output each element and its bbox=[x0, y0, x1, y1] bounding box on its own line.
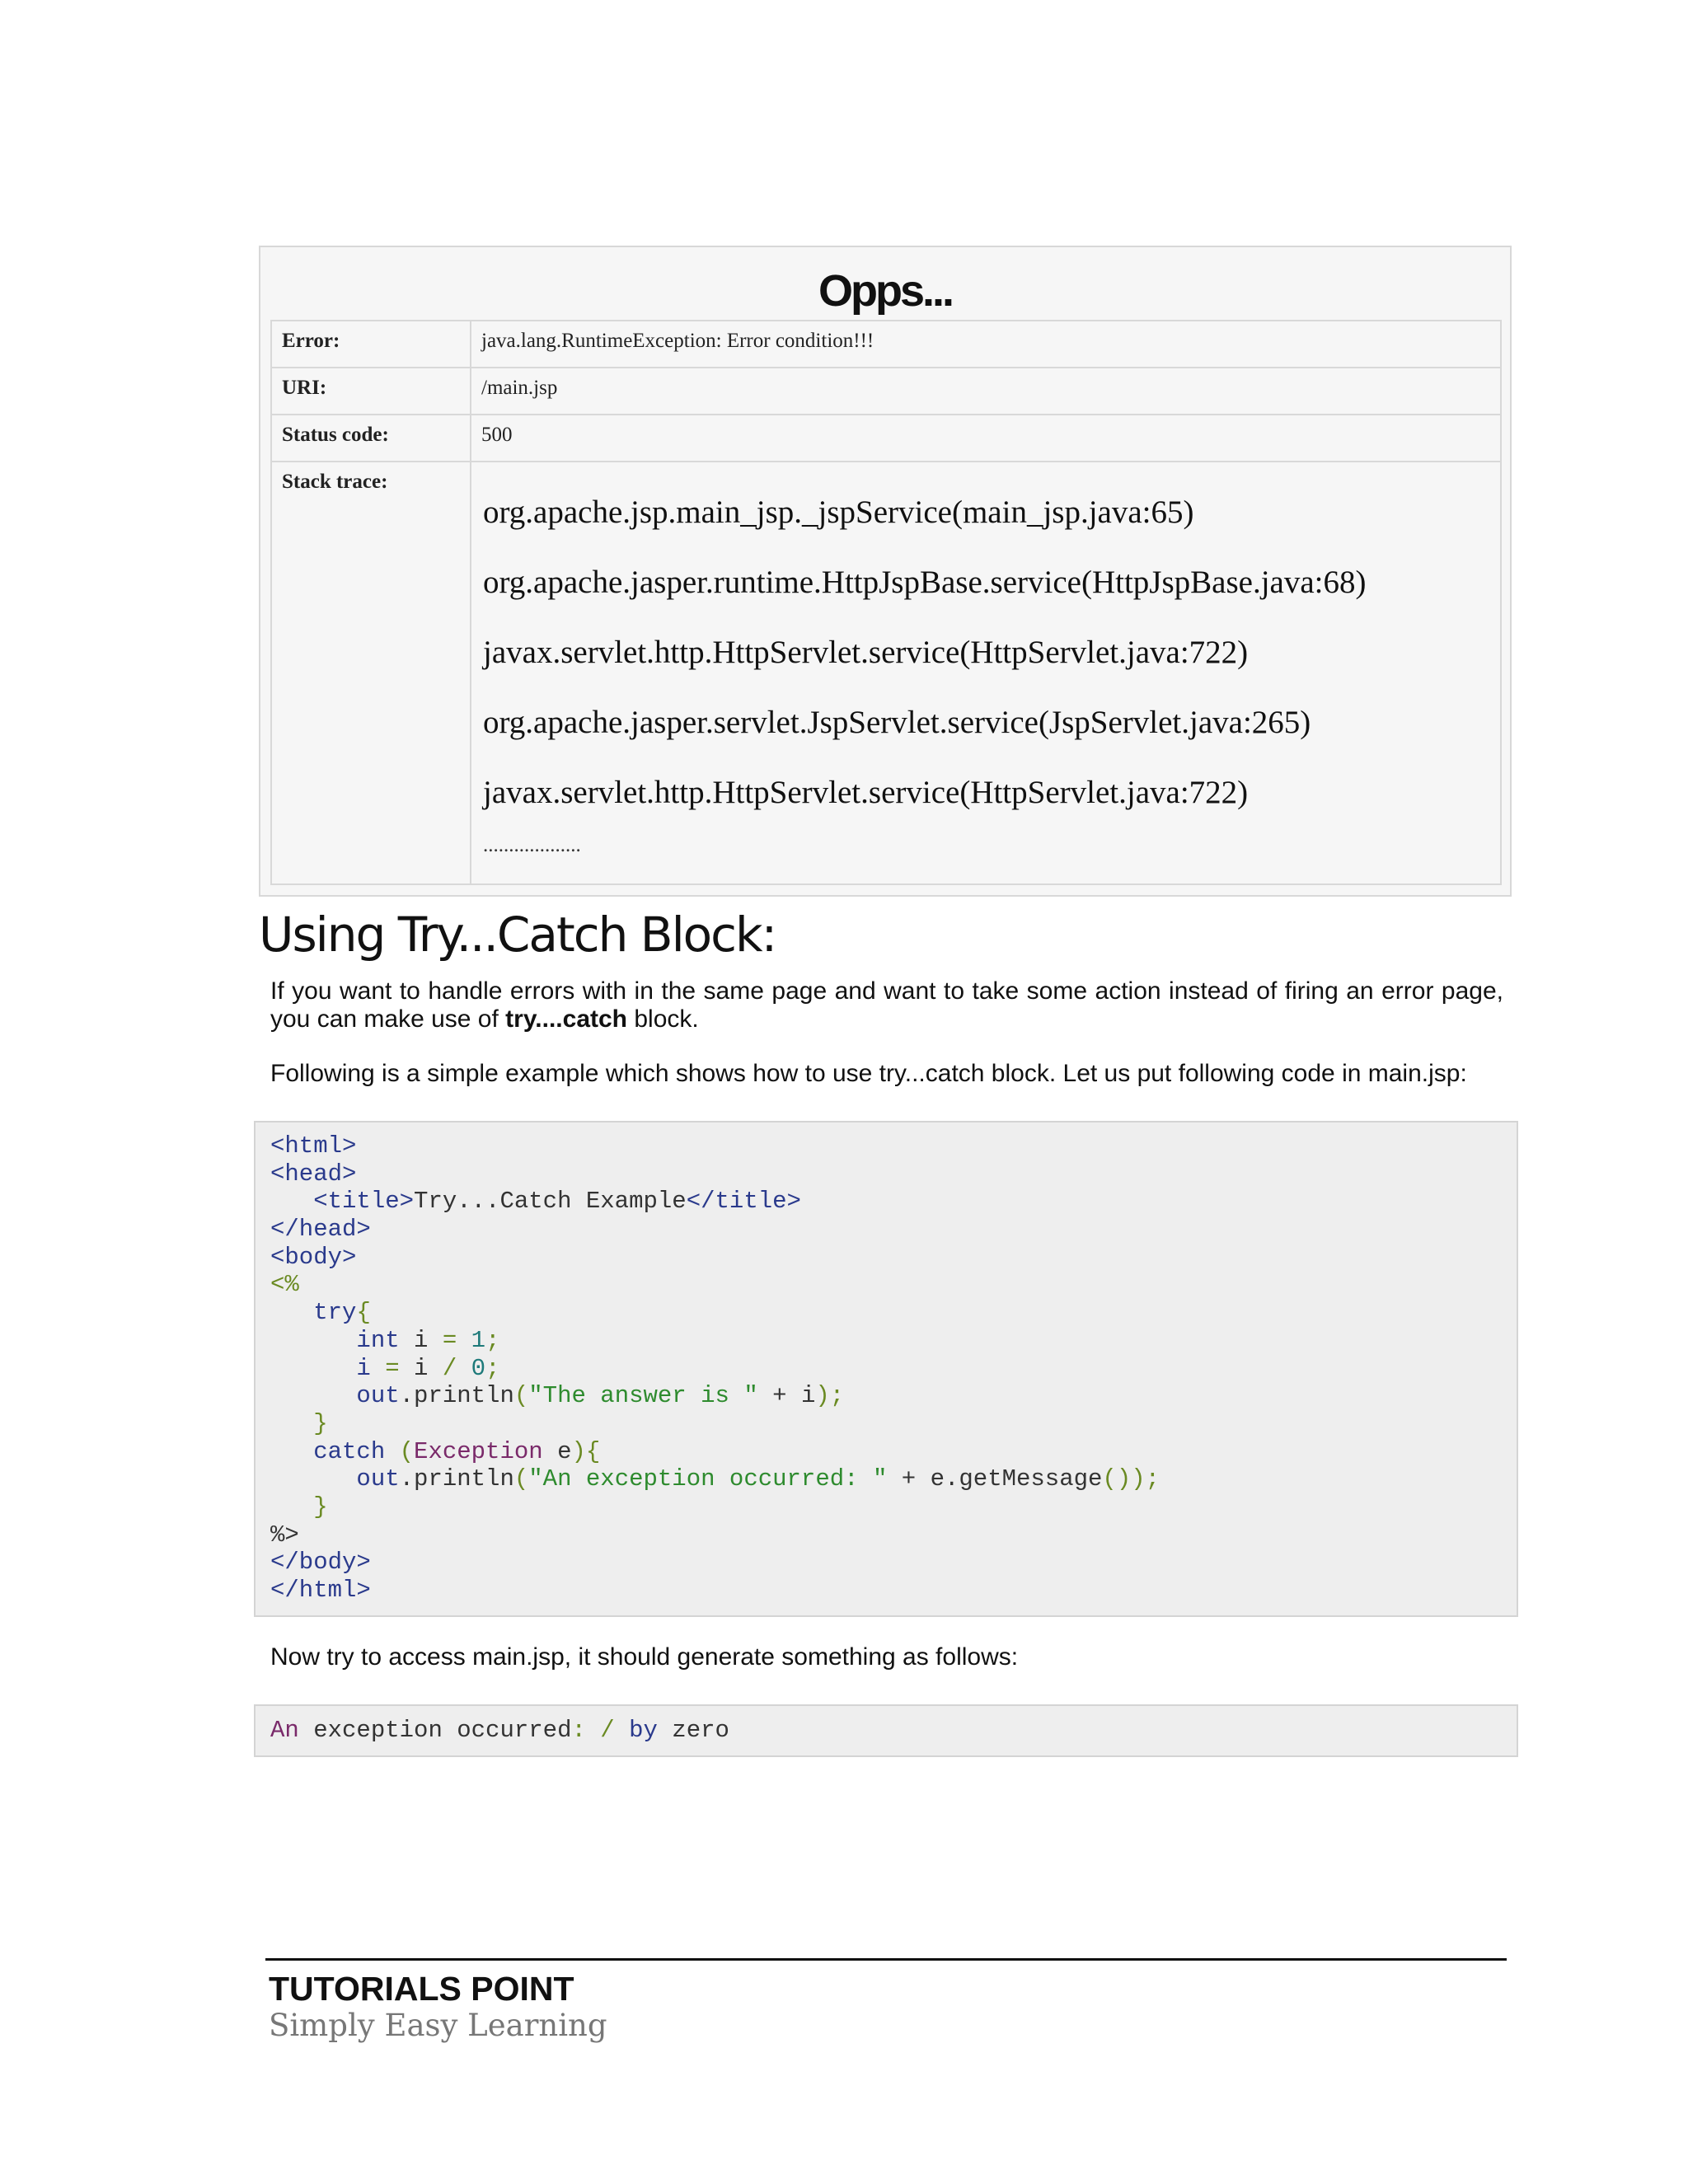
code-line bbox=[270, 1521, 1502, 1549]
code-token: out bbox=[356, 1382, 400, 1410]
table-row bbox=[271, 321, 1501, 368]
code-token: ( bbox=[513, 1382, 529, 1410]
code-token: %> bbox=[270, 1521, 299, 1549]
code-line bbox=[270, 1188, 1502, 1216]
example-paragraph: Following is a simple example which shows how to use try...catch block. Let us put following code in main.jsp: bbox=[270, 1060, 1467, 1087]
stack-trace-value bbox=[471, 462, 1501, 884]
intro-text: If you want to handle errors with in the same page and want to take some action instead of firing an error page, you can make use of bbox=[270, 977, 1503, 1033]
code-line bbox=[270, 1717, 1502, 1745]
code-token: "An exception occurred: " bbox=[528, 1465, 888, 1493]
code-token: + bbox=[887, 1465, 931, 1493]
code-token: <% bbox=[270, 1271, 299, 1299]
code-line bbox=[270, 1355, 1502, 1383]
code-token: i bbox=[399, 1354, 443, 1382]
code-token: / bbox=[442, 1354, 457, 1382]
code-token: .println bbox=[399, 1465, 514, 1493]
footer-tagline: Simply Easy Learning bbox=[269, 2008, 607, 2043]
table-row bbox=[271, 462, 1501, 884]
code-token: e.getMessage bbox=[930, 1465, 1103, 1493]
code-token: Try...Catch Example bbox=[414, 1188, 687, 1216]
code-line bbox=[270, 1299, 1502, 1327]
code-token: i bbox=[356, 1354, 386, 1382]
code-token: ( bbox=[513, 1465, 529, 1493]
code-line bbox=[270, 1382, 1502, 1410]
stack-trace-ellipsis: ................... bbox=[483, 834, 581, 856]
code-token: = bbox=[442, 1326, 457, 1354]
intro-text-end: block. bbox=[627, 1005, 699, 1033]
code-block bbox=[254, 1121, 1518, 1617]
error-details-table bbox=[270, 320, 1502, 885]
code-line bbox=[270, 1577, 1502, 1605]
code-token: <body> bbox=[270, 1243, 357, 1271]
code-line bbox=[270, 1438, 1502, 1466]
code-line bbox=[270, 1216, 1502, 1244]
stack-trace-line: org.apache.jasper.runtime.HttpJspBase.service(HttpJspBase.java:68) bbox=[483, 565, 1367, 600]
code-token: i bbox=[800, 1382, 816, 1410]
code-token: int bbox=[356, 1326, 400, 1354]
status-code-value: 500 bbox=[471, 415, 1501, 462]
code-token: An bbox=[270, 1717, 299, 1744]
code-token: by bbox=[614, 1717, 658, 1744]
code-token: </title> bbox=[686, 1188, 801, 1216]
code-token: + bbox=[757, 1382, 801, 1410]
code-token: <title> bbox=[313, 1188, 415, 1216]
code-token: ; bbox=[485, 1326, 500, 1354]
error-value: java.lang.RuntimeException: Error condition!!! bbox=[471, 321, 1501, 368]
footer-brand: TUTORIALS POINT bbox=[269, 1970, 574, 2008]
code-token: 0 bbox=[457, 1354, 486, 1382]
stack-trace-line: javax.servlet.http.HttpServlet.service(HttpServlet.java:722) bbox=[483, 775, 1249, 810]
code-line bbox=[270, 1244, 1502, 1272]
code-token: "The answer is " bbox=[528, 1382, 758, 1410]
code-token: : bbox=[571, 1717, 586, 1744]
footer-divider bbox=[265, 1958, 1507, 1961]
code-token: ; bbox=[485, 1354, 500, 1382]
code-token: { bbox=[356, 1299, 371, 1327]
code-line bbox=[270, 1549, 1502, 1577]
error-page-screenshot bbox=[259, 246, 1512, 897]
code-token: </body> bbox=[270, 1549, 371, 1577]
code-line bbox=[270, 1327, 1502, 1355]
code-token: Exception bbox=[414, 1437, 543, 1465]
code-token: } bbox=[313, 1409, 328, 1437]
code-token: catch bbox=[313, 1437, 386, 1465]
result-paragraph: Now try to access main.jsp, it should generate something as follows: bbox=[270, 1643, 1019, 1671]
stack-trace-line: javax.servlet.http.HttpServlet.service(HttpServlet.java:722) bbox=[483, 635, 1249, 670]
table-row bbox=[271, 415, 1501, 462]
code-line bbox=[270, 1465, 1502, 1493]
uri-label: URI: bbox=[271, 368, 471, 415]
code-token: <head> bbox=[270, 1160, 357, 1188]
status-code-label: Status code: bbox=[271, 415, 471, 462]
code-token: = bbox=[385, 1354, 400, 1382]
code-line bbox=[270, 1493, 1502, 1521]
intro-paragraph bbox=[270, 977, 1503, 1033]
code-token: ){ bbox=[571, 1437, 601, 1465]
stack-trace-line: org.apache.jsp.main_jsp._jspService(main_jsp.java:65) bbox=[483, 494, 1194, 530]
code-token: i bbox=[399, 1326, 443, 1354]
code-token: out bbox=[356, 1465, 400, 1493]
uri-value: /main.jsp bbox=[471, 368, 1501, 415]
code-token: ( bbox=[385, 1437, 415, 1465]
code-token: / bbox=[585, 1717, 615, 1744]
code-line bbox=[270, 1271, 1502, 1299]
error-title: Opps... bbox=[818, 266, 952, 316]
try-catch-keyword: try....catch bbox=[505, 1005, 628, 1033]
table-row bbox=[271, 368, 1501, 415]
code-token: </head> bbox=[270, 1216, 371, 1244]
stack-trace-label: Stack trace: bbox=[271, 462, 471, 884]
code-token: 1 bbox=[457, 1326, 486, 1354]
code-token: ); bbox=[815, 1382, 845, 1410]
code-line bbox=[270, 1160, 1502, 1188]
error-label: Error: bbox=[271, 321, 471, 368]
section-heading: Using Try...Catch Block: bbox=[259, 907, 776, 963]
stack-trace-line: org.apache.jasper.servlet.JspServlet.service(JspServlet.java:265) bbox=[483, 705, 1311, 740]
code-token: <html> bbox=[270, 1132, 357, 1160]
code-token: zero bbox=[657, 1717, 729, 1744]
code-token: </html> bbox=[270, 1577, 371, 1604]
code-line bbox=[270, 1410, 1502, 1438]
code-token: } bbox=[313, 1493, 328, 1521]
code-token: e bbox=[542, 1437, 572, 1465]
code-token: ()); bbox=[1102, 1465, 1160, 1493]
code-token: exception occurred bbox=[298, 1717, 572, 1744]
code-token: try bbox=[313, 1299, 357, 1327]
code-line bbox=[270, 1132, 1502, 1160]
code-token: .println bbox=[399, 1382, 514, 1410]
output-block bbox=[254, 1704, 1518, 1757]
